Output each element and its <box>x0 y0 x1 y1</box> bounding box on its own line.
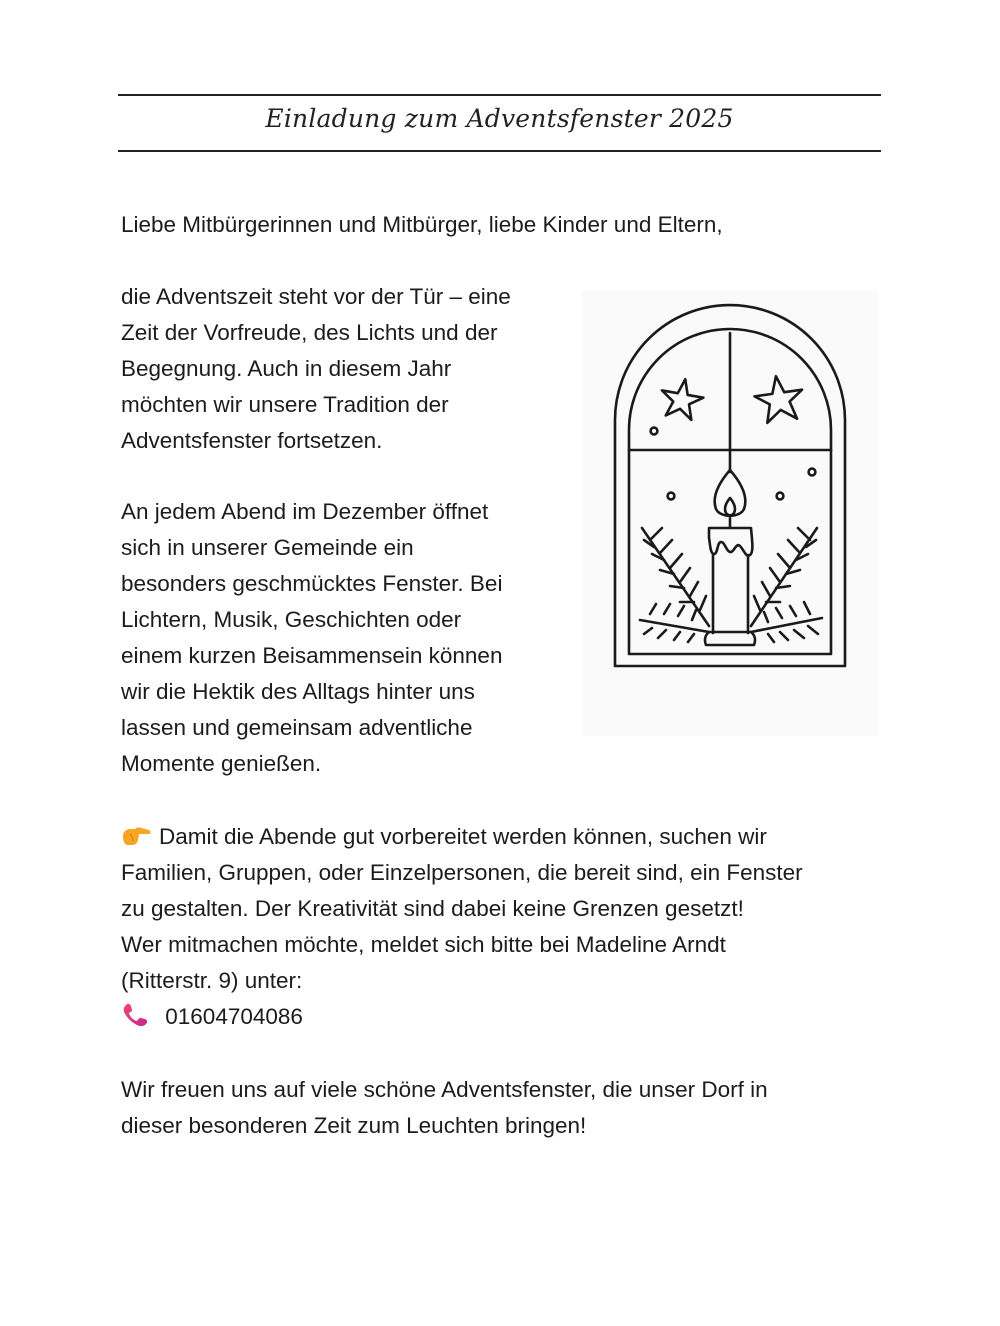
star-icon <box>752 373 806 424</box>
candle <box>709 528 752 556</box>
advent-window-illustration <box>582 290 878 736</box>
page-title: Einladung zum Adventsfenster 2025 <box>265 104 734 133</box>
text-line: die Adventszeit steht vor der Tür – eine <box>121 284 511 309</box>
phone-number[interactable]: 01604704086 <box>165 1004 303 1029</box>
text-line: Zeit der Vorfreude, des Lichts und der <box>121 320 498 345</box>
text-line: möchten wir unsere Tradition der <box>121 392 449 417</box>
telephone-receiver-icon <box>121 1002 151 1026</box>
paragraph-closing <box>121 1072 768 1144</box>
text-line: Adventsfenster fortsetzen. <box>121 428 383 453</box>
paragraph-description <box>121 494 502 782</box>
text-line: Wer mitmachen möchte, meldet sich bitte bei Madeline Arndt <box>121 932 726 957</box>
text-line: Lichtern, Musik, Geschichten oder <box>121 607 462 632</box>
phone-line <box>121 999 803 1035</box>
pine-branch-right <box>751 528 822 642</box>
text-line <box>121 819 803 855</box>
pointing-hand-icon <box>121 823 151 847</box>
header-rule-top <box>118 94 881 96</box>
candle-flame <box>715 470 746 516</box>
text-line: lassen und gemeinsam adventliche <box>121 715 473 740</box>
star-icon <box>658 376 706 422</box>
text-line: Familien, Gruppen, oder Einzelpersonen, die bereit sind, ein Fenster <box>121 860 803 885</box>
text-line: besonders geschmücktes Fenster. Bei <box>121 571 503 596</box>
text-line: zu gestalten. Der Kreativität sind dabei keine Grenzen gesetzt! <box>121 896 744 921</box>
text-line: Begegnung. Auch in diesem Jahr <box>121 356 452 381</box>
greeting: Liebe Mitbürgerinnen und Mitbürger, liebe Kinder und Eltern, <box>121 212 723 237</box>
pine-branch-left <box>640 528 709 642</box>
text-line: Wir freuen uns auf viele schöne Adventsfenster, die unser Dorf in <box>121 1077 768 1102</box>
text-line: (Ritterstr. 9) unter: <box>121 968 303 993</box>
paragraph-intro <box>121 279 511 459</box>
paragraph-call-to-action <box>121 819 803 1035</box>
text-line: einem kurzen Beisammensein können <box>121 643 503 668</box>
text-line: Momente genießen. <box>121 751 322 776</box>
text-line: sich in unserer Gemeinde ein <box>121 535 414 560</box>
header-rule-bottom <box>118 150 881 152</box>
text-line: dieser besonderen Zeit zum Leuchten bringen! <box>121 1113 587 1138</box>
text-line: An jedem Abend im Dezember öffnet <box>121 499 489 524</box>
text-line-content: Damit die Abende gut vorbereitet werden können, suchen wir <box>159 824 767 849</box>
text-line: wir die Hektik des Alltags hinter uns <box>121 679 475 704</box>
